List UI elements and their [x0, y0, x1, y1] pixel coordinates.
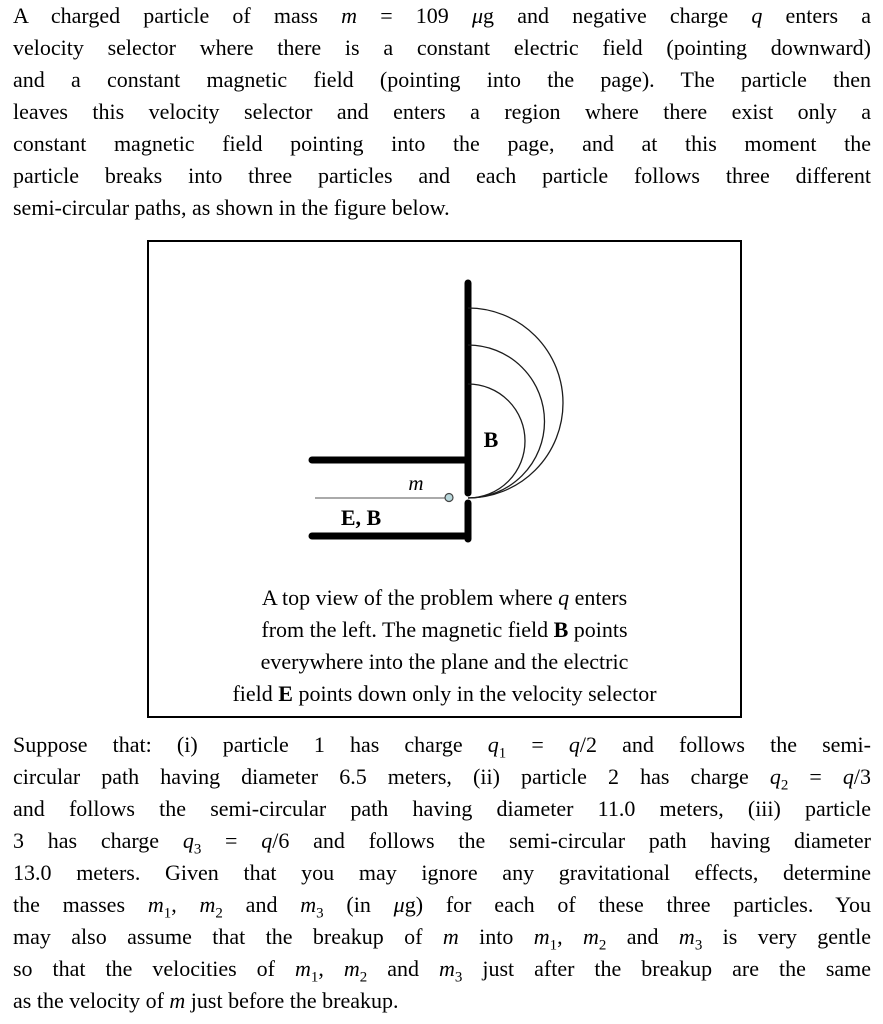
text-line: and a constant magnetic field (pointing into the page). The particle then: [13, 67, 871, 92]
text-line: may also assume that the breakup of m into $m_1$, $m_2$ and $m_3$ is very gentle: [13, 924, 871, 954]
semicircular-path-3: [468, 308, 563, 498]
text-line: semi-circular paths, as shown in the figure below.: [13, 195, 450, 220]
text-line: field E points down only in the velocity selector: [232, 681, 657, 706]
text-line: as the velocity of m just before the breakup.: [13, 988, 399, 1013]
figure-box: [147, 240, 742, 718]
magnetic-field-label: B: [483, 427, 499, 452]
text-line: from the left. The magnetic field B points: [261, 617, 628, 642]
text-line: constant magnetic field pointing into the page, and at this moment the: [13, 131, 871, 156]
selector-fields-label: E, B: [340, 505, 382, 530]
text-line: velocity selector where there is a constant electric field (pointing downward): [13, 35, 871, 60]
text-line: the masses $m_1$, $m_2$ and $m_3$ (in μg) for each of these three particles. You: [13, 892, 871, 922]
semicircular-path-2: [468, 345, 545, 498]
text-line: 3 has charge $q_3 = q/6$ and follows the semi-circular path having diameter: [13, 828, 871, 858]
text-line: so that the velocities of $m_1$, $m_2$ and $m_3$ just after the breakup are the same: [13, 956, 872, 986]
problem-statement-paragraph: [13, 0, 871, 224]
text-line: leaves this velocity selector and enters a region where there exist only a: [13, 99, 871, 124]
text-line: A top view of the problem where q enters: [261, 585, 628, 610]
text-line: Suppose that: (i) particle 1 has charge $q_1 = q/2$ and follows the semi-: [13, 732, 871, 762]
text-line: circular path having diameter 6.5 meters, (ii) particle 2 has charge $q_2 = q/3$: [13, 764, 871, 794]
text-line: particle breaks into three particles and each particle follows three different: [13, 163, 871, 188]
text-line: everywhere into the plane and the electric: [260, 649, 629, 674]
mass-label: m: [408, 471, 424, 495]
figure-caption: [149, 582, 740, 710]
question-paragraph: [13, 729, 871, 1017]
particle-dot: [445, 494, 453, 502]
text-line: A charged particle of mass m = 109 μg and negative charge q enters a: [13, 3, 871, 28]
text-line: and follows the semi-circular path having diameter 11.0 meters, (iii) particle: [13, 796, 871, 821]
text-line: 13.0 meters. Given that you may ignore any gravitational effects, determine: [13, 860, 871, 885]
